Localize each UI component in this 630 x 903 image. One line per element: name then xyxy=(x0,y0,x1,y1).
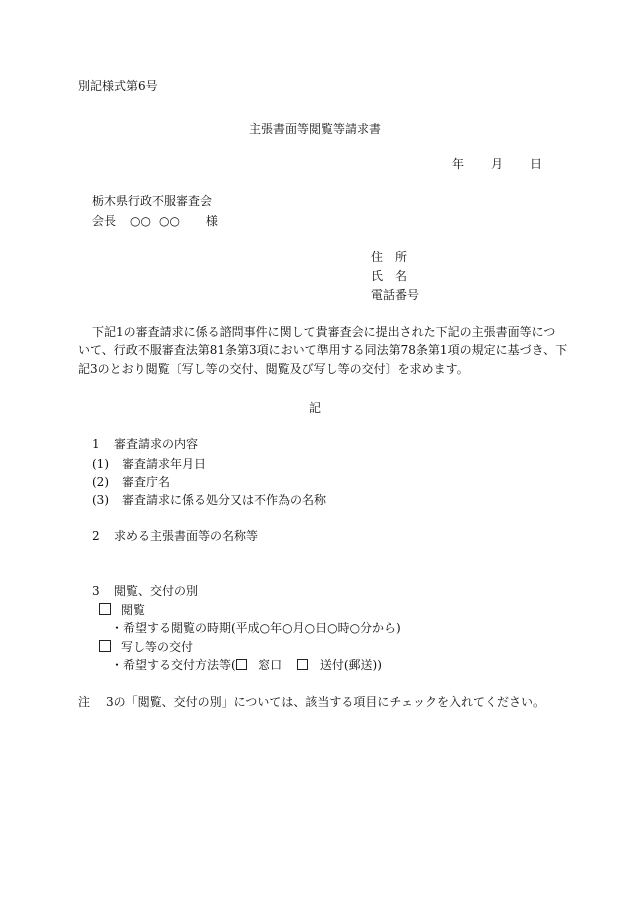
body-line-3: 記3のとおり閲覧〔写し等の交付、閲覧及び写し等の交付〕を求めます。 xyxy=(78,362,469,376)
item-number: 2 xyxy=(92,529,100,543)
subitem-number: (1) xyxy=(92,457,109,471)
copy-detail xyxy=(111,659,382,671)
name-label: 氏 名 xyxy=(371,269,408,283)
viewing-checkbox[interactable] xyxy=(99,603,111,615)
form-number: 別記様式第6号 xyxy=(78,79,158,93)
window-label: 窓口 xyxy=(258,658,283,672)
body-line-1: 下記1の審査請求に係る諮問事件に関して貴審査会に提出された下記の主張書面等につ xyxy=(92,325,556,339)
subitem-label: 審査請求に係る処分又は不作為の名称 xyxy=(122,493,327,507)
date-day: 日 xyxy=(530,157,543,171)
item-number: 3 xyxy=(92,584,100,598)
mail-label: 送付(郵送) xyxy=(319,658,378,672)
item-1 xyxy=(92,438,198,450)
copy-label: 写し等の交付 xyxy=(121,640,194,654)
subitem-2 xyxy=(92,476,170,488)
note-text: 3の「閲覧、交付の別」については、該当する項目にチェックを入れてください。 xyxy=(106,695,546,709)
note-prefix: 注 xyxy=(78,695,91,709)
subitem-3 xyxy=(92,494,326,506)
ki-heading: 記 xyxy=(308,401,321,415)
addressee-name-part1: ○○ xyxy=(130,214,151,228)
address-label: 住 所 xyxy=(371,250,408,264)
viewing-label: 閲覧 xyxy=(121,603,146,617)
date-month: 月 xyxy=(491,157,504,171)
date-year: 年 xyxy=(452,157,465,171)
body-line-2: いて、行政不服審査法第81条第3項において準用する同法第78条第1項の規定に基づき、下 xyxy=(78,343,568,357)
mail-checkbox[interactable] xyxy=(297,659,308,670)
option-copy xyxy=(99,640,193,653)
copy-detail-prefix: ・希望する交付方法等( xyxy=(111,658,236,672)
subitem-label: 審査請求年月日 xyxy=(122,457,207,471)
item-3 xyxy=(92,585,198,597)
subitem-1 xyxy=(92,458,206,470)
subitem-number: (2) xyxy=(92,475,109,489)
addressee-line xyxy=(92,215,218,227)
note xyxy=(78,696,545,708)
date-line xyxy=(452,158,542,170)
option-viewing xyxy=(99,603,145,616)
copy-checkbox[interactable] xyxy=(99,640,111,652)
copy-detail-suffix: ) xyxy=(377,658,382,672)
subitem-number: (3) xyxy=(92,493,109,507)
item-2 xyxy=(92,530,258,542)
phone-label: 電話番号 xyxy=(371,288,420,302)
addressee-honorific: 様 xyxy=(205,214,218,228)
item-label: 閲覧、交付の別 xyxy=(114,584,199,598)
addressee-name-part2: ○○ xyxy=(158,214,180,228)
addressee-position: 会長 xyxy=(92,214,117,228)
window-checkbox[interactable] xyxy=(236,659,247,670)
document-title: 主張書面等閲覧等請求書 xyxy=(248,122,381,136)
subitem-label: 審査庁名 xyxy=(122,475,171,489)
item-number: 1 xyxy=(92,437,100,451)
addressee-org: 栃木県行政不服審査会 xyxy=(92,194,213,208)
item-label: 審査請求の内容 xyxy=(114,437,199,451)
viewing-detail: ・希望する閲覧の時期(平成○年○月○日○時○分から) xyxy=(111,621,401,635)
item-label: 求める主張書面等の名称等 xyxy=(114,529,259,543)
